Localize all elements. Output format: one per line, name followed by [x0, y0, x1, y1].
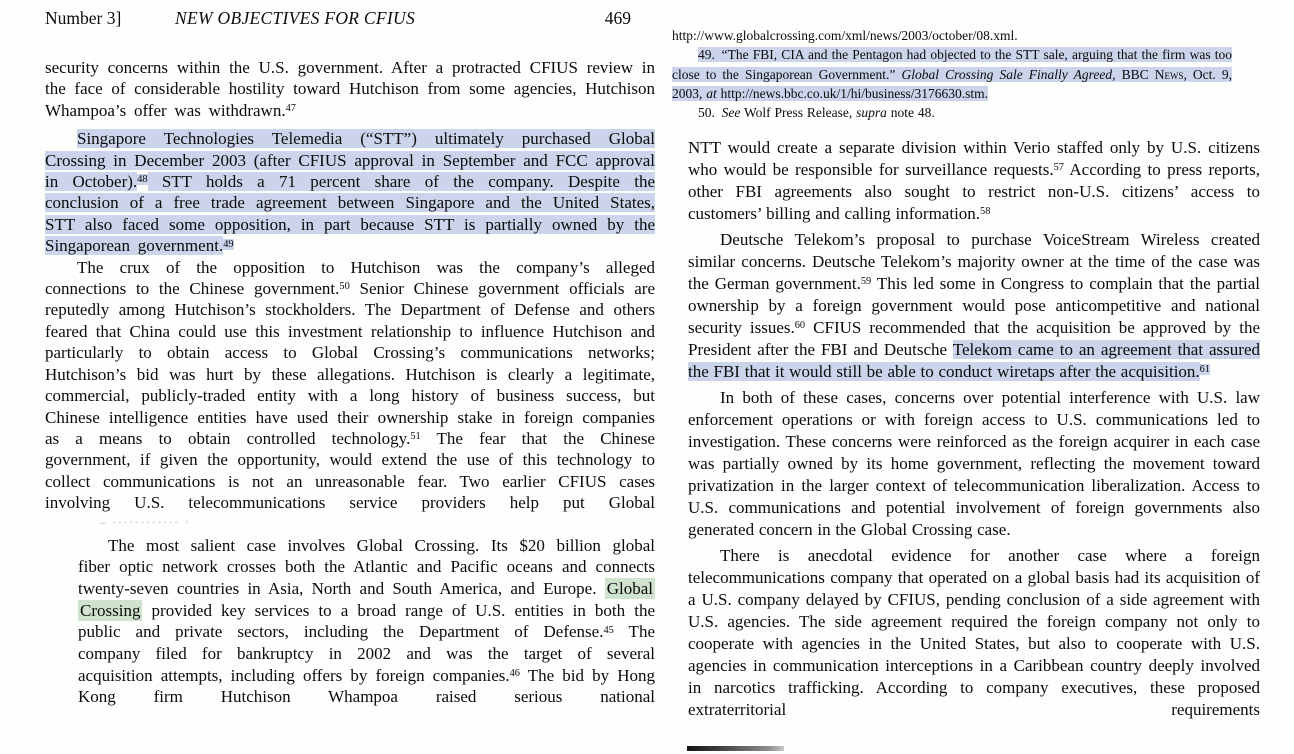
- right-page-footnotes: [672, 26, 1232, 122]
- paragraph-crux-opposition: The crux of the opposition to Hutchison was the company’s alleged connections to the Chinese government.$^{50}$ Senior Chinese government officials are reputedly among Hutchison’s stockholders. The Department of Defense and others feared that China could use this investment relationship to influence Hutchison and particularly to obtain access to Global Crossing’s communications networks; Hutchison’s bid was hurt by these allegations. Hutchison is clearly a legitimate, commercial, publicly-traded entity with a long history of business success, but Chinese intelligence entities have used their ownership stake in foreign companies as a means to obtain controlled technology.$^{51}$ The fear that the Chinese government, if given the opportunity, would extend the use of this technology to collect communications is not an unreasonable fear. Two earlier CFIUS cases involving U.S. telecommunications service providers help put Global: [45, 257, 655, 513]
- footnote-carryover-url: http://www.globalcrossing.com/xml/news/2003/october/08.xml.: [672, 28, 1018, 43]
- footnote-separator-rule: [687, 746, 784, 751]
- running-header: [45, 8, 655, 30]
- highlighted-paragraph-stt: Singapore Technologies Telemedia (“STT”) ultimately purchased Global Crossing in December 2003 (after CFIUS approval in September and FCC approval in October).$^{48}$ STT holds a 71 percent share of the company. Despite the conclusion of a free trade agreement between Singapore and the United States, STT also faced some opposition, in part because STT is partially owned by the Singaporean government.$^{49}$: [45, 129, 656, 256]
- paragraph-anecdotal-evidence: There is anecdotal evidence for another case where a foreign telecommunications company that operated on a global basis had its acquisition of a U.S. company delayed by CFIUS, pending conclusion of a side agreement with U.S. agencies. The side agreement required the foreign company not only to cooperate with agencies in the United States, but also to cooperate with U.S. agencies in communication interceptions in a Caribbean country deeply involved in narcotics trafficking. According to company executives, these proposed extraterritorial requirements: [688, 546, 1260, 719]
- running-title: NEW OBJECTIVES FOR CFIUS: [175, 8, 416, 28]
- smudged-text-artifact: – ············ ·: [100, 516, 191, 529]
- right-page-body: [688, 137, 1260, 721]
- paragraph-most-salient-case: The most salient case involves Global Crossing. Its $20 billion global fiber optic network crosses both the Atlantic and Pacific oceans and connects twenty-seven countries in Asia, North and South America, and Europe. Global Crossing provided key services to a broad range of U.S. entities in both the public and private sectors, including the Department of Defense.$^{45}$ The company filed for bankruptcy in 2002 and was the target of several acquisition attempts, including offers by foreign companies.$^{46}$ The bid by Hong Kong firm Hutchison Whampoa raised serious national: [78, 535, 655, 707]
- footnote-49: 49. “The FBI, CIA and the Pentagon had objected to the STT sale, arguing that the firm was too close to the Singaporean Government.” Global Crossing Sale Finally Agreed, BBC News, Oct. 9, 2003, at http://news.bbc.co.uk/1/hi/business/3176630.stm.: [672, 47, 1233, 101]
- footnote-50: 50. See Wolf Press Release, supra note 48.: [698, 105, 935, 121]
- page-number: 469: [604, 8, 631, 28]
- paragraph-hutchison-withdrawn: security concerns within the U.S. government. After a protracted CFIUS review in the face of considerable hostility toward Hutchison from some agencies, Hutchison Whampoa’s offer was withdrawn.$^{47}$: [45, 58, 655, 120]
- left-page: [45, 8, 655, 708]
- paragraph-deutsche-telekom: Deutsche Telekom’s proposal to purchase VoiceStream Wireless created similar concerns. Deutsche Telekom’s majority owner at the time of the case was the German government.$^{59}$ This led some in Congress to complain that the partial ownership by a foreign government would pose anticompetitive and national security issues.$^{60}$ CFIUS recommended that the acquisition be approved by the President after the FBI and Deutsche Telekom came to an agreement that assured the FBI that it would still be able to conduct wiretaps after the acquisition.$^{61}$: [688, 230, 1260, 381]
- paragraph-both-cases: In both of these cases, concerns over potential interference with U.S. law enforcement operations or with foreign access to U.S. communications led to investigation. These concerns were reinforced as the foreign acquirer in each case was partially owned by its home government, reflecting the movement toward privatization in the larger context of telecommunication liberalization. Access to U.S. communications and potential involvement of foreign governments also generated concern in the Global Crossing case.: [688, 388, 1260, 539]
- issue-label: Number 3]: [45, 8, 122, 28]
- paragraph-ntt-verio: NTT would create a separate division within Verio staffed only by U.S. citizens who would be responsible for surveillance requests.$^{57}$ According to press reports, other FBI agreements also sought to restrict non-U.S. citizens’ access to customers’ billing and calling information.$^{58}$: [688, 138, 1260, 223]
